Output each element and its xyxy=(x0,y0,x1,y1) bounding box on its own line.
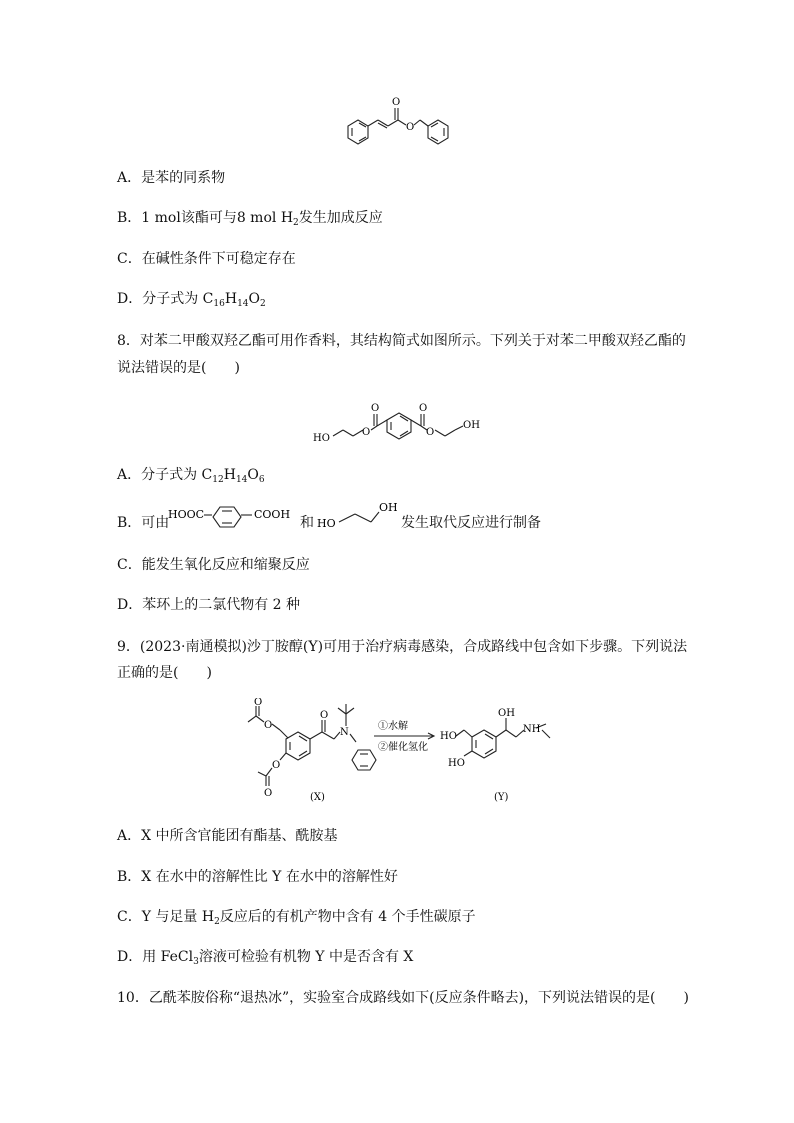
atom-label: OH xyxy=(498,708,515,719)
atom-label: O xyxy=(371,403,380,414)
atom-label: HOOC xyxy=(168,508,205,521)
atom-label: NH xyxy=(523,724,541,735)
text: 反应后的有机产物中含有 4 个手性碳原子 xyxy=(219,909,476,925)
atom-label: O xyxy=(362,427,371,438)
atom-label: OH xyxy=(463,420,480,431)
atom-label: O xyxy=(406,122,415,133)
subscript: 16 xyxy=(213,299,225,309)
atom-label: COOH xyxy=(254,508,291,521)
q8-option-a xyxy=(117,465,265,490)
atom-label: N xyxy=(340,727,349,738)
atom-label: O xyxy=(426,427,435,438)
q9-stem-line2: 正确的是( ) xyxy=(117,665,212,681)
q9-option-c xyxy=(117,907,476,932)
text: C．Y 与足量 H xyxy=(117,909,215,925)
q9-option-d xyxy=(117,947,413,972)
subscript: 2 xyxy=(214,917,220,927)
q8-stem-line1: 8．对苯二甲酸双羟乙酯可用作香料，其结构简式如图所示。下列关于对苯二甲酸双羟乙酯的 xyxy=(117,333,686,349)
q7-option-d xyxy=(117,289,266,314)
subscript: 12 xyxy=(212,475,224,485)
atom-label: O xyxy=(419,403,428,414)
atom-label: HO xyxy=(313,433,330,444)
reaction-step-1: ①水解 xyxy=(378,721,408,732)
atom-label: O xyxy=(392,97,401,108)
atom-label: O xyxy=(264,788,273,799)
q8-option-c: C．能发生氧化反应和缩聚反应 xyxy=(117,557,310,573)
q9-option-b: B．X 在水中的溶解性比 Y 在水中的溶解性好 xyxy=(117,869,398,885)
text: 溶液可检验有机物 Y 中是否含有 X xyxy=(198,949,414,965)
structure-bis-hydroxyethyl-terephthalate xyxy=(305,396,495,446)
q8-option-b-tail: 发生取代反应进行制备 xyxy=(401,515,541,531)
text: D．分子式为 C xyxy=(117,291,214,307)
subscript: 14 xyxy=(237,299,249,309)
atom-label: O xyxy=(272,760,281,771)
subscript: 14 xyxy=(235,475,248,485)
structure-terephthalic-acid xyxy=(168,503,300,531)
compound-label-y: (Y) xyxy=(494,792,509,803)
reaction-scheme-x-to-y xyxy=(236,698,556,808)
subscript: 2 xyxy=(260,299,266,309)
atom-label: O xyxy=(264,720,273,731)
structure-ethylene-glycol xyxy=(315,500,401,532)
reaction-step-2: ②催化氢化 xyxy=(378,742,428,753)
text: H xyxy=(223,467,236,483)
q8-option-d: D．苯环上的二氯代物有 2 种 xyxy=(117,597,301,613)
subscript: 6 xyxy=(258,475,265,485)
q7-option-a: A．是苯的同系物 xyxy=(117,170,226,186)
q7-option-c: C．在碱性条件下可稳定存在 xyxy=(117,251,296,267)
text: 发生加成反应 xyxy=(298,210,383,226)
structure-benzyl-cinnamate xyxy=(340,92,460,150)
q8-option-b xyxy=(117,513,169,533)
text: H xyxy=(224,291,238,307)
text: O xyxy=(248,291,260,307)
text: D．用 FeCl xyxy=(117,949,194,965)
q10-stem: 10．乙酰苯胺俗称“退热冰”，实验室合成路线如下(反应条件略去)，下列说法错误的是( ) xyxy=(117,990,689,1006)
q9-option-a: A．X 中所含官能团有酯基、酰胺基 xyxy=(117,828,338,844)
q7-option-b xyxy=(117,208,383,233)
q9-stem-line1: 9．(2023·南通模拟)沙丁胺醇(Y)可用于治疗病毒感染，合成路线中包含如下步骤。下列说法 xyxy=(117,639,688,655)
atom-label: O xyxy=(320,710,329,721)
atom-label: OH xyxy=(379,501,398,514)
q8-stem-line2: 说法错误的是( ) xyxy=(117,360,240,376)
atom-label: HO xyxy=(440,731,457,742)
subscript: 2 xyxy=(293,218,299,228)
atom-label: HO xyxy=(448,758,465,769)
text: A．分子式为 C xyxy=(117,467,213,483)
text: B．可由 xyxy=(117,515,170,531)
atom-label: O xyxy=(254,698,263,708)
q8-option-b-and: 和 xyxy=(300,515,314,531)
text: B．1 mol该酯可与8 mol H xyxy=(117,210,294,226)
atom-label: HO xyxy=(317,517,336,530)
text: O xyxy=(247,467,259,483)
compound-label-x: (X) xyxy=(310,792,325,803)
subscript: 3 xyxy=(193,957,199,967)
